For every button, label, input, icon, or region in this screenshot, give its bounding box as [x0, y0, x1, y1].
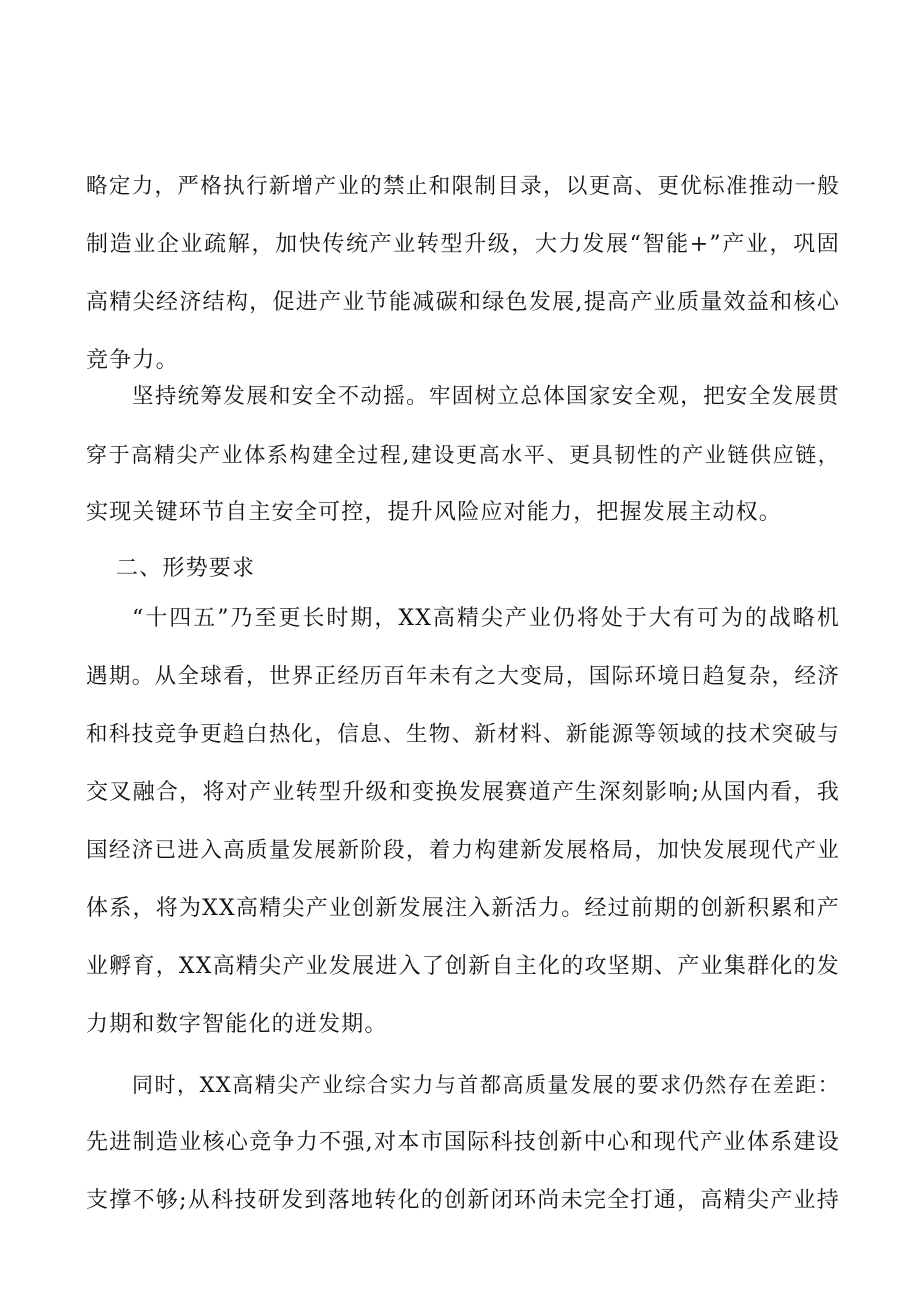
text-line: 遇期。从全球看，世界正经历百年未有之大变局，国际环境日趋复杂，经济 — [86, 664, 840, 689]
text-line: 高精尖经济结构，促进产业节能减碳和绿色发展,提高产业质量效益和核心 — [86, 290, 840, 315]
text-line: 穿于高精尖产业体系构建全过程,建设更高水平、更具韧性的产业链供应链， — [86, 443, 840, 467]
text-line: “十四五”乃至更长时期，XX高精尖产业仍将处于大有可为的战略机 — [132, 606, 840, 631]
text-line: 竞争力。 — [86, 348, 179, 373]
paragraph-situation — [86, 590, 840, 1054]
text-line: 交叉融合，将对产业转型升级和变换发展赛道产生深刻影响;从国内看，我 — [86, 780, 840, 805]
text-line: 同时，XX高精尖产业综合实力与首都高质量发展的要求仍然存在差距： — [132, 1073, 840, 1097]
text-line: 国经济已进入高质量发展新阶段，着力构建新发展格局，加快发展现代产业 — [86, 838, 840, 863]
paragraph-gaps — [86, 1056, 840, 1230]
text-line: 和科技竞争更趋白热化，信息、生物、新材料、新能源等领域的技术突破与 — [86, 722, 840, 747]
heading-text: 二、形势要求 — [116, 556, 256, 581]
text-line: 力期和数字智能化的迸发期。 — [86, 1012, 388, 1037]
paragraph-strategic-focus — [86, 158, 840, 390]
text-line: 先进制造业核心竞争力不强,对本市国际科技创新中心和现代产业体系建设 — [86, 1130, 840, 1155]
text-line: 坚持统筹发展和安全不动摇。牢固树立总体国家安全观，把安全发展贯 — [132, 384, 840, 409]
text-line: 略定力，严格执行新增产业的禁止和限制目录，以更高、更优标准推动一般 — [86, 174, 840, 199]
text-line: 业孵育，XX高精尖产业发展进入了创新自主化的攻坚期、产业集群化的发 — [86, 954, 840, 979]
text-line: 实现关键环节自主安全可控，提升风险应对能力，把握发展主动权。 — [86, 500, 783, 525]
text-line: 支撑不够;从科技研发到落地转化的创新闭环尚未完全打通，高精尖产业持 — [86, 1188, 840, 1213]
text-line: 体系，将为XX高精尖产业创新发展注入新活力。经过前期的创新积累和产 — [86, 896, 840, 921]
text-line: 制造业企业疏解，加快传统产业转型升级，大力发展“智能+”产业，巩固 — [86, 232, 840, 257]
paragraph-security — [86, 368, 840, 542]
